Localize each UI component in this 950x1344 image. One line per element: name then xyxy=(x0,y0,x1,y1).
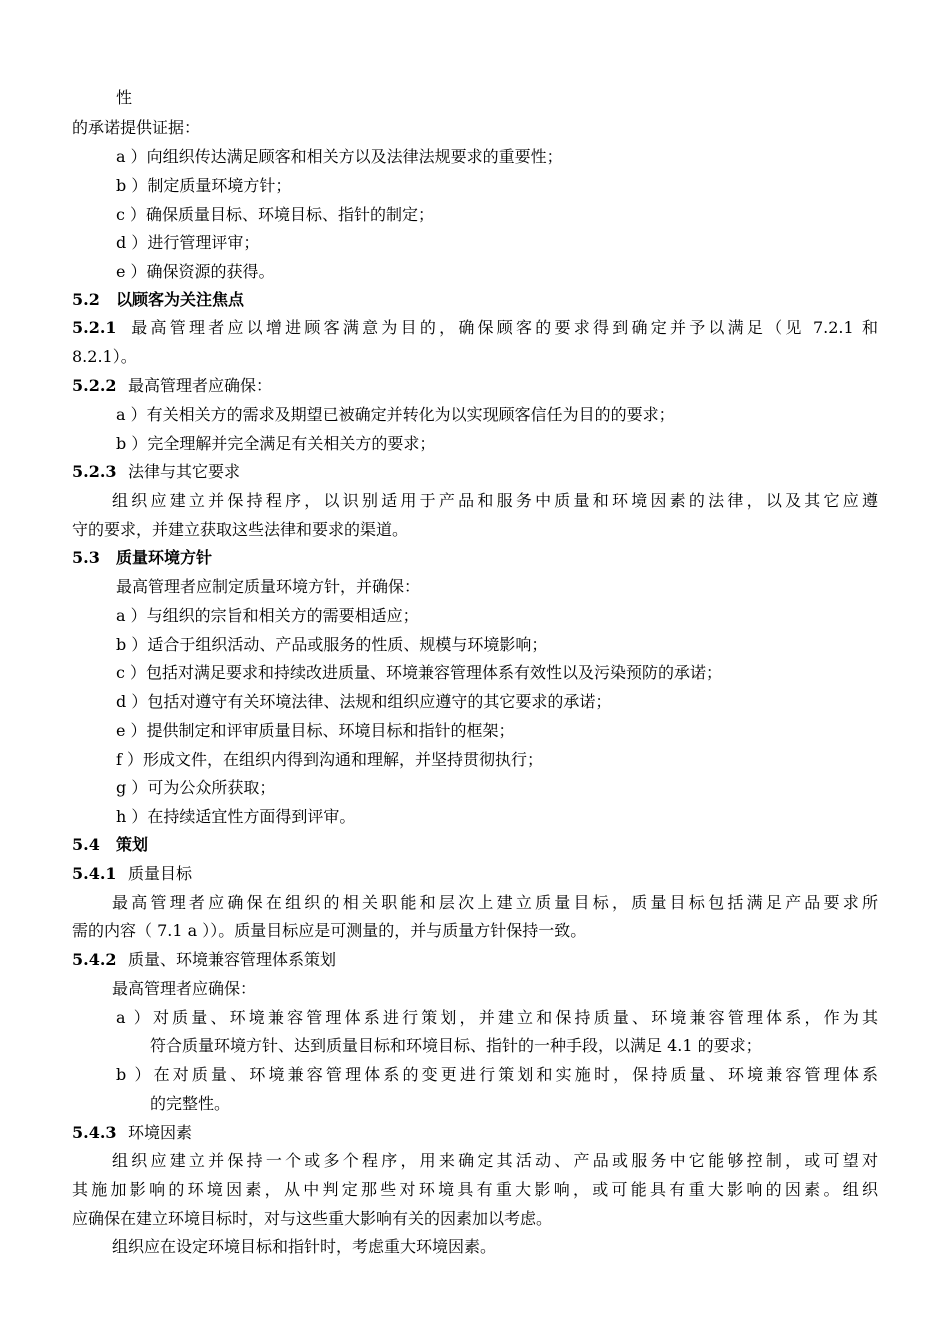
list-item: a ）与组织的宗旨和相关方的需要相适应； xyxy=(116,606,419,625)
list-item-continuation: 的完整性。 xyxy=(150,1094,231,1113)
list-item-continuation: 符合质量环境方针、达到质量目标和环境目标、指针的一种手段，以满足 4.1 的要求； xyxy=(150,1036,762,1055)
clause-heading xyxy=(72,462,240,482)
section-title: 以顾客为关注焦点 xyxy=(116,290,245,309)
list-item: f ）形成文件，在组织内得到沟通和理解，并坚持贯彻执行； xyxy=(116,750,544,769)
paragraph-line xyxy=(72,318,878,338)
list-item: a ）向组织传达满足顾客和相关方以及法律法规要求的重要性； xyxy=(116,147,563,166)
list-item: b ）适合于组织活动、产品或服务的性质、规模与环境影响； xyxy=(116,635,548,654)
clause-text: 质量目标 xyxy=(128,864,193,883)
paragraph-line: 组织应建立并保持一个或多个程序，用来确定其活动、产品或服务中它能够控制，或可望对 xyxy=(112,1151,878,1170)
section-number: 5.2 xyxy=(72,290,100,309)
section-heading xyxy=(72,835,148,855)
list-item: a ）对质量、环境兼容管理体系进行策划，并建立和保持质量、环境兼容管理体系，作为其 xyxy=(116,1008,878,1027)
clause-number: 5.4.1 xyxy=(72,864,117,883)
clause-text: 最高管理者应以增进顾客满意为目的，确保顾客的要求得到确定并予以满足（见 7.2.1 和 xyxy=(128,318,878,337)
list-item: b ）制定质量环境方针； xyxy=(116,176,292,195)
paragraph-line: 最高管理者应确保在组织的相关职能和层次上建立质量目标，质量目标包括满足产品要求所 xyxy=(112,893,878,912)
list-item: a ）有关相关方的需求及期望已被确定并转化为以实现顾客信任为目的的要求； xyxy=(116,405,675,424)
list-item: c ）确保质量目标、环境目标、指针的制定； xyxy=(116,205,435,224)
paragraph-line: 组织应建立并保持程序，以识别适用于产品和服务中质量和环境因素的法律，以及其它应遵 xyxy=(112,491,878,510)
clause-text: 环境因素 xyxy=(128,1123,193,1142)
paragraph-line: 守的要求，并建立获取这些法律和要求的渠道。 xyxy=(72,520,409,539)
section-heading xyxy=(72,548,212,568)
clause-heading xyxy=(72,864,192,884)
list-item: d ）进行管理评审； xyxy=(116,233,260,252)
clause-heading xyxy=(72,1123,192,1143)
section-heading xyxy=(72,290,244,310)
paragraph-line: 组织应在设定环境目标和指针时，考虑重大环境因素。 xyxy=(112,1237,497,1256)
clause-number: 5.2.1 xyxy=(72,318,117,337)
list-item: g ）可为公众所获取； xyxy=(116,778,276,797)
clause-text: 法律与其它要求 xyxy=(128,462,241,481)
text-line: 8.2.1）。 xyxy=(72,347,137,366)
section-title: 策划 xyxy=(116,835,149,854)
section-number: 5.4 xyxy=(72,835,100,854)
section-number: 5.3 xyxy=(72,548,100,567)
clause-number: 5.4.2 xyxy=(72,950,117,969)
list-item: e ）提供制定和评审质量目标、环境目标和指针的框架； xyxy=(116,721,515,740)
list-item: e ）确保资源的获得。 xyxy=(116,262,275,281)
clause-number: 5.2.2 xyxy=(72,376,117,395)
list-item: h ）在持续适宜性方面得到评审。 xyxy=(116,807,356,826)
clause-text: 最高管理者应确保： xyxy=(128,376,273,395)
list-item: b ）在对质量、环境兼容管理体系的变更进行策划和实施时，保持质量、环境兼容管理体系 xyxy=(116,1065,878,1084)
paragraph-line: 最高管理者应确保： xyxy=(112,979,257,998)
clause-heading xyxy=(72,376,272,396)
clause-heading xyxy=(72,950,336,970)
list-item: c ）包括对满足要求和持续改进质量、环境兼容管理体系有效性以及污染预防的承诺； xyxy=(116,663,723,682)
paragraph-line: 需的内容（ 7.1 a ））。质量目标应是可测量的，并与质量方针保持一致。 xyxy=(72,921,587,940)
paragraph-line: 其施加影响的环境因素，从中判定那些对环境具有重大影响，或可能具有重大影响的因素。组织 xyxy=(72,1180,878,1199)
paragraph-line: 最高管理者应制定质量环境方针，并确保： xyxy=(116,577,421,596)
clause-number: 5.2.3 xyxy=(72,462,117,481)
clause-text: 质量、环境兼容管理体系策划 xyxy=(128,950,337,969)
section-title: 质量环境方针 xyxy=(116,548,213,567)
list-item: b ）完全理解并完全满足有关相关方的要求； xyxy=(116,434,436,453)
text-line: 的承诺提供证据： xyxy=(72,118,201,137)
text-line: 性 xyxy=(116,88,133,107)
list-item: d ）包括对遵守有关环境法律、法规和组织应遵守的其它要求的承诺； xyxy=(116,692,612,711)
clause-number: 5.4.3 xyxy=(72,1123,117,1142)
paragraph-line: 应确保在建立环境目标时，对与这些重大影响有关的因素加以考虑。 xyxy=(72,1209,553,1228)
